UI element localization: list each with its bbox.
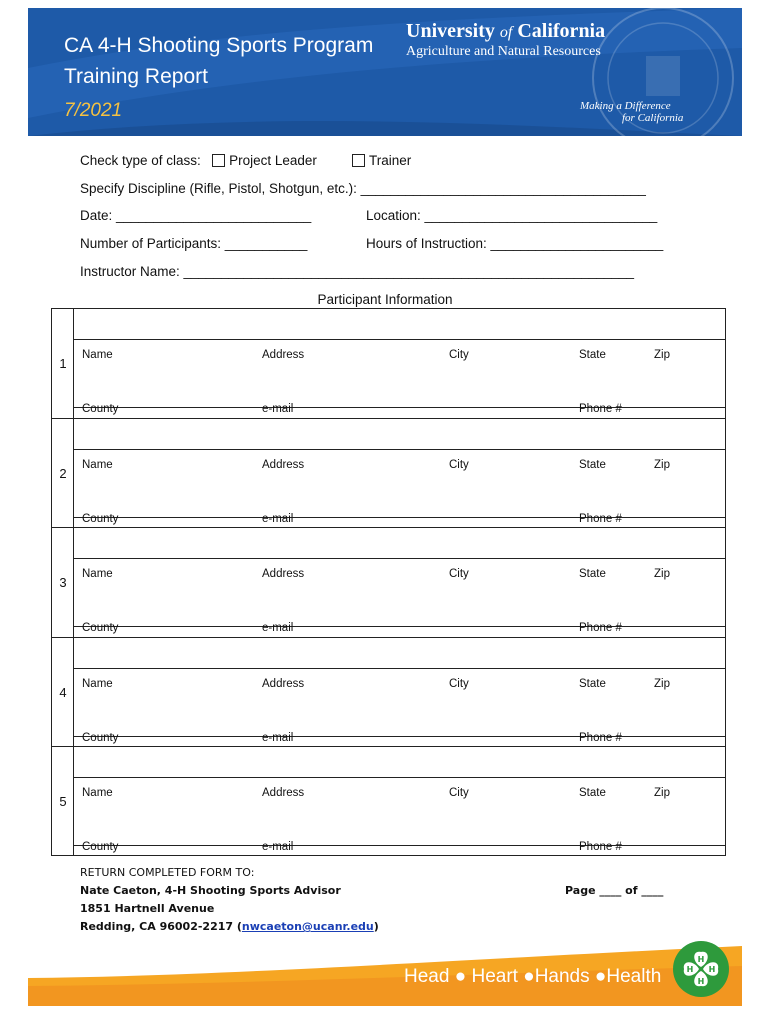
hours-field[interactable]: Hours of Instruction: _______________________ [366,236,664,251]
participant-block [52,309,725,418]
participant-phone-label: Phone # [579,513,622,526]
trainer-label: Trainer [369,153,412,168]
participant-county-label: County [82,513,119,526]
field-divider [74,517,725,518]
svg-text:H: H [686,965,694,974]
participant-county-label: County [82,840,119,853]
participant-address-label: Address [262,349,305,361]
participant-number: 1 [59,356,67,371]
participant-county-label: County [82,622,119,635]
participant-phone-label: Phone # [579,840,622,853]
participant-number: 5 [59,793,67,809]
location-field[interactable]: Location: _______________________________ [366,208,658,223]
participant-number: 2 [59,466,67,482]
4h-clover-logo [672,940,730,998]
participant-info-heading: Participant Information [317,292,453,307]
participant-state-label: State [579,568,606,581]
uc-tagline-1: Making a Difference [580,100,671,112]
participant-city-label: City [449,677,469,690]
field-divider [74,449,725,450]
participant-number-cell [52,309,74,418]
participant-table [51,308,726,856]
participant-block [52,418,725,527]
participant-number: 4 [59,684,67,700]
participant-city-label: City [449,459,469,472]
trainer-option [352,153,411,168]
svg-text:H: H [697,955,705,964]
participant-name-label: Name [82,568,113,581]
slogan: Head ● Heart ●Hands ●Health [404,966,662,987]
discipline-field[interactable]: Specify Discipline (Rifle, Pistol, Shotgun, etc.): ______________________________________ [80,181,646,196]
field-divider [74,626,725,627]
participant-zip-label: Zip [654,459,670,472]
participant-number-cell [52,419,74,527]
uc-logo-subtitle: Agriculture and Natural Resources [406,44,601,59]
participant-name-label: Name [82,349,113,361]
participant-state-label: State [579,677,606,690]
participant-number-cell [52,747,74,855]
participant-email-label: e-mail [262,622,294,635]
participant-county-label: County [82,731,119,744]
participant-fields[interactable] [74,528,725,636]
participants-count-field[interactable]: Number of Participants: ___________ [80,236,308,251]
participant-state-label: State [579,786,606,799]
svg-text:H: H [697,977,705,986]
field-divider [74,668,725,669]
participant-zip-label: Zip [654,677,670,690]
field-divider [74,558,725,559]
instructor-name-field[interactable]: Instructor Name: ____________________________________________________________ [80,264,635,279]
project-leader-checkbox[interactable] [212,154,225,167]
return-label: RETURN COMPLETED FORM TO: [80,866,255,879]
participant-fields[interactable] [74,638,725,746]
participant-county-label: County [82,403,119,415]
participant-city-label: City [449,349,469,361]
advisor-city: Redding, CA 96002-2217 (nwcaeton@ucanr.edu) [80,920,379,933]
participant-zip-label: Zip [654,349,670,361]
participant-fields[interactable] [74,747,725,855]
participant-city-label: City [449,568,469,581]
participant-phone-label: Phone # [579,403,622,415]
participant-name-label: Name [82,786,113,799]
uc-logo-name: University of California [406,20,606,42]
field-divider [74,736,725,737]
class-type-row [80,153,317,168]
participant-block [52,746,725,855]
advisor-name: Nate Caeton, 4-H Shooting Sports Advisor [80,884,341,897]
participant-number-cell [52,528,74,636]
participant-city-label: City [449,786,469,799]
participant-fields[interactable] [74,309,725,418]
participant-block [52,527,725,636]
form-title: CA 4-H Shooting Sports Program [64,34,374,57]
participant-zip-label: Zip [654,786,670,799]
participant-state-label: State [579,349,606,361]
participant-name-label: Name [82,459,113,472]
participant-phone-label: Phone # [579,622,622,635]
class-type-label: Check type of class: [80,153,201,168]
participant-zip-label: Zip [654,568,670,581]
trainer-checkbox[interactable] [352,154,365,167]
advisor-email-link[interactable]: nwcaeton@ucanr.edu [241,920,374,933]
advisor-street: 1851 Hartnell Avenue [80,902,215,915]
participant-address-label: Address [262,786,305,799]
participant-name-label: Name [82,677,113,690]
participant-state-label: State [579,459,606,472]
participant-fields[interactable] [74,419,725,527]
participant-email-label: e-mail [262,403,294,415]
field-divider [74,777,725,778]
page-count-field[interactable]: Page ____ of ____ [565,884,664,897]
svg-text:H: H [708,965,716,974]
date-field[interactable]: Date: __________________________ [80,208,312,223]
participant-email-label: e-mail [262,840,294,853]
form-subtitle: Training Report [64,65,208,88]
participant-number-cell [52,638,74,746]
project-leader-label: Project Leader [229,153,317,168]
participant-address-label: Address [262,568,305,581]
uc-tagline-2: for California [622,112,684,124]
participant-number: 3 [59,575,67,591]
field-divider [74,339,725,340]
participant-email-label: e-mail [262,731,294,744]
participant-phone-label: Phone # [579,731,622,744]
field-divider [74,407,725,408]
participant-email-label: e-mail [262,513,294,526]
participant-address-label: Address [262,677,305,690]
form-date: 7/2021 [64,100,123,121]
participant-block [52,637,725,746]
participant-address-label: Address [262,459,305,472]
field-divider [74,845,725,846]
